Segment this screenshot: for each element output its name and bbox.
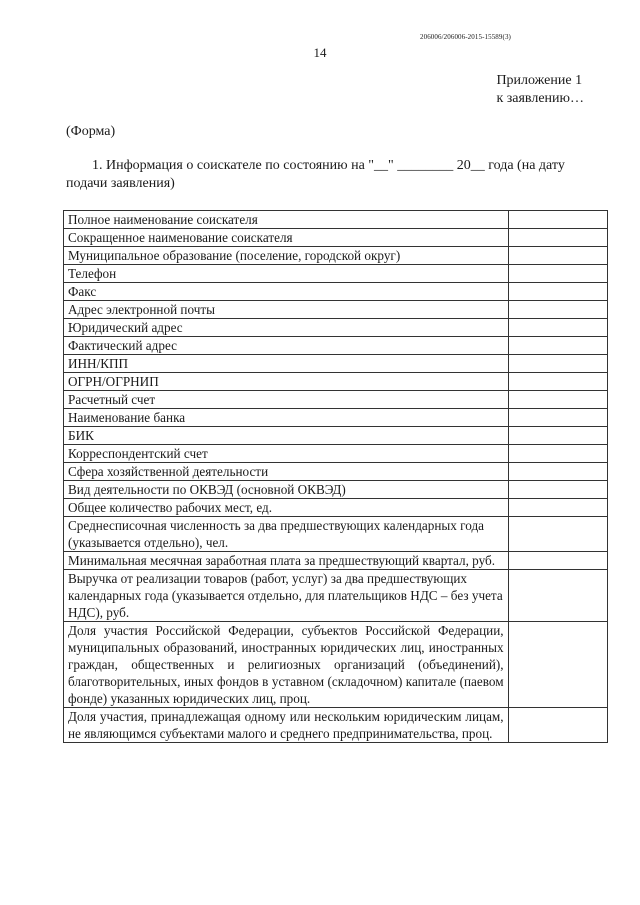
table-row bbox=[64, 229, 608, 247]
row-value bbox=[508, 427, 607, 445]
row-label: Адрес электронной почты bbox=[64, 301, 509, 319]
table-row bbox=[64, 301, 608, 319]
appendix-line-1: Приложение 1 bbox=[496, 73, 583, 88]
row-label: Наименование банка bbox=[64, 409, 509, 427]
table-row bbox=[64, 481, 608, 499]
row-label: ИНН/КПП bbox=[64, 355, 509, 373]
table-row bbox=[64, 570, 608, 622]
row-value bbox=[508, 481, 607, 499]
row-value bbox=[508, 319, 607, 337]
row-value bbox=[508, 463, 607, 481]
table-row bbox=[64, 337, 608, 355]
table-row bbox=[64, 391, 608, 409]
row-value bbox=[508, 409, 607, 427]
table-row bbox=[64, 499, 608, 517]
row-label: ОГРН/ОГРНИП bbox=[64, 373, 509, 391]
row-value bbox=[508, 355, 607, 373]
row-value bbox=[508, 229, 607, 247]
applicant-info-table bbox=[63, 210, 608, 743]
table-row bbox=[64, 552, 608, 570]
row-label: Факс bbox=[64, 283, 509, 301]
table-row bbox=[64, 355, 608, 373]
table-row bbox=[64, 319, 608, 337]
form-label: (Форма) bbox=[66, 124, 116, 139]
row-value bbox=[508, 283, 607, 301]
row-label: Среднесписочная численность за два предшествующих календарных года (указывается отдельно), чел. bbox=[64, 517, 509, 552]
section-title bbox=[66, 157, 606, 193]
row-label: Сфера хозяйственной деятельности bbox=[64, 463, 509, 481]
row-label: Минимальная месячная заработная плата за предшествующий квартал, руб. bbox=[64, 552, 509, 570]
row-value bbox=[508, 570, 607, 622]
row-value bbox=[508, 247, 607, 265]
row-value bbox=[508, 708, 607, 743]
row-label: Телефон bbox=[64, 265, 509, 283]
section-title-text: 1. Информация о соискателе по состоянию на "__" ________ 20__ года (на дату подачи заявления) bbox=[66, 158, 565, 191]
row-label: Полное наименование соискателя bbox=[64, 211, 509, 229]
table-row bbox=[64, 517, 608, 552]
table-row bbox=[64, 265, 608, 283]
row-label: БИК bbox=[64, 427, 509, 445]
table-row bbox=[64, 373, 608, 391]
table-row bbox=[64, 409, 608, 427]
page-number: 14 bbox=[313, 45, 327, 60]
appendix-note bbox=[496, 72, 584, 108]
row-label: Корреспондентский счет bbox=[64, 445, 509, 463]
row-label: Выручка от реализации товаров (работ, услуг) за два предшествующих календарных года (указывается отдельно, для плательщиков НДС – без учета НДС), руб. bbox=[64, 570, 509, 622]
row-value bbox=[508, 301, 607, 319]
row-value bbox=[508, 337, 607, 355]
row-value bbox=[508, 622, 607, 708]
row-label: Фактический адрес bbox=[64, 337, 509, 355]
row-value bbox=[508, 445, 607, 463]
row-label: Доля участия, принадлежащая одному или нескольким юридическим лицам, не являющимся субъектами малого и среднего предпринимательства, проц. bbox=[64, 708, 509, 743]
table-row bbox=[64, 283, 608, 301]
row-label: Муниципальное образование (поселение, городской округ) bbox=[64, 247, 509, 265]
row-value bbox=[508, 552, 607, 570]
row-label: Вид деятельности по ОКВЭД (основной ОКВЭД) bbox=[64, 481, 509, 499]
row-label: Сокращенное наименование соискателя bbox=[64, 229, 509, 247]
table-row bbox=[64, 708, 608, 743]
row-value bbox=[508, 391, 607, 409]
table-row bbox=[64, 247, 608, 265]
table-row bbox=[64, 427, 608, 445]
row-label: Расчетный счет bbox=[64, 391, 509, 409]
row-value bbox=[508, 373, 607, 391]
row-label: Юридический адрес bbox=[64, 319, 509, 337]
row-value bbox=[508, 517, 607, 552]
table-row bbox=[64, 445, 608, 463]
appendix-line-2: к заявлению… bbox=[496, 91, 584, 106]
row-value bbox=[508, 499, 607, 517]
row-value bbox=[508, 265, 607, 283]
row-label: Доля участия Российской Федерации, субъектов Российской Федерации, муниципальных образований, иностранных юридических лиц, иностранных граждан, общественных и религиозных организаций (объединений), благотворительных, иных фондов в уставном (складочном) капитале (паевом фонде) указанных юридических лиц, проц. bbox=[64, 622, 509, 708]
table-row bbox=[64, 463, 608, 481]
row-label: Общее количество рабочих мест, ед. bbox=[64, 499, 509, 517]
table-row bbox=[64, 211, 608, 229]
document-reference: 206006/206006-2015-15589(3) bbox=[420, 33, 511, 41]
table-row bbox=[64, 622, 608, 708]
row-value bbox=[508, 211, 607, 229]
